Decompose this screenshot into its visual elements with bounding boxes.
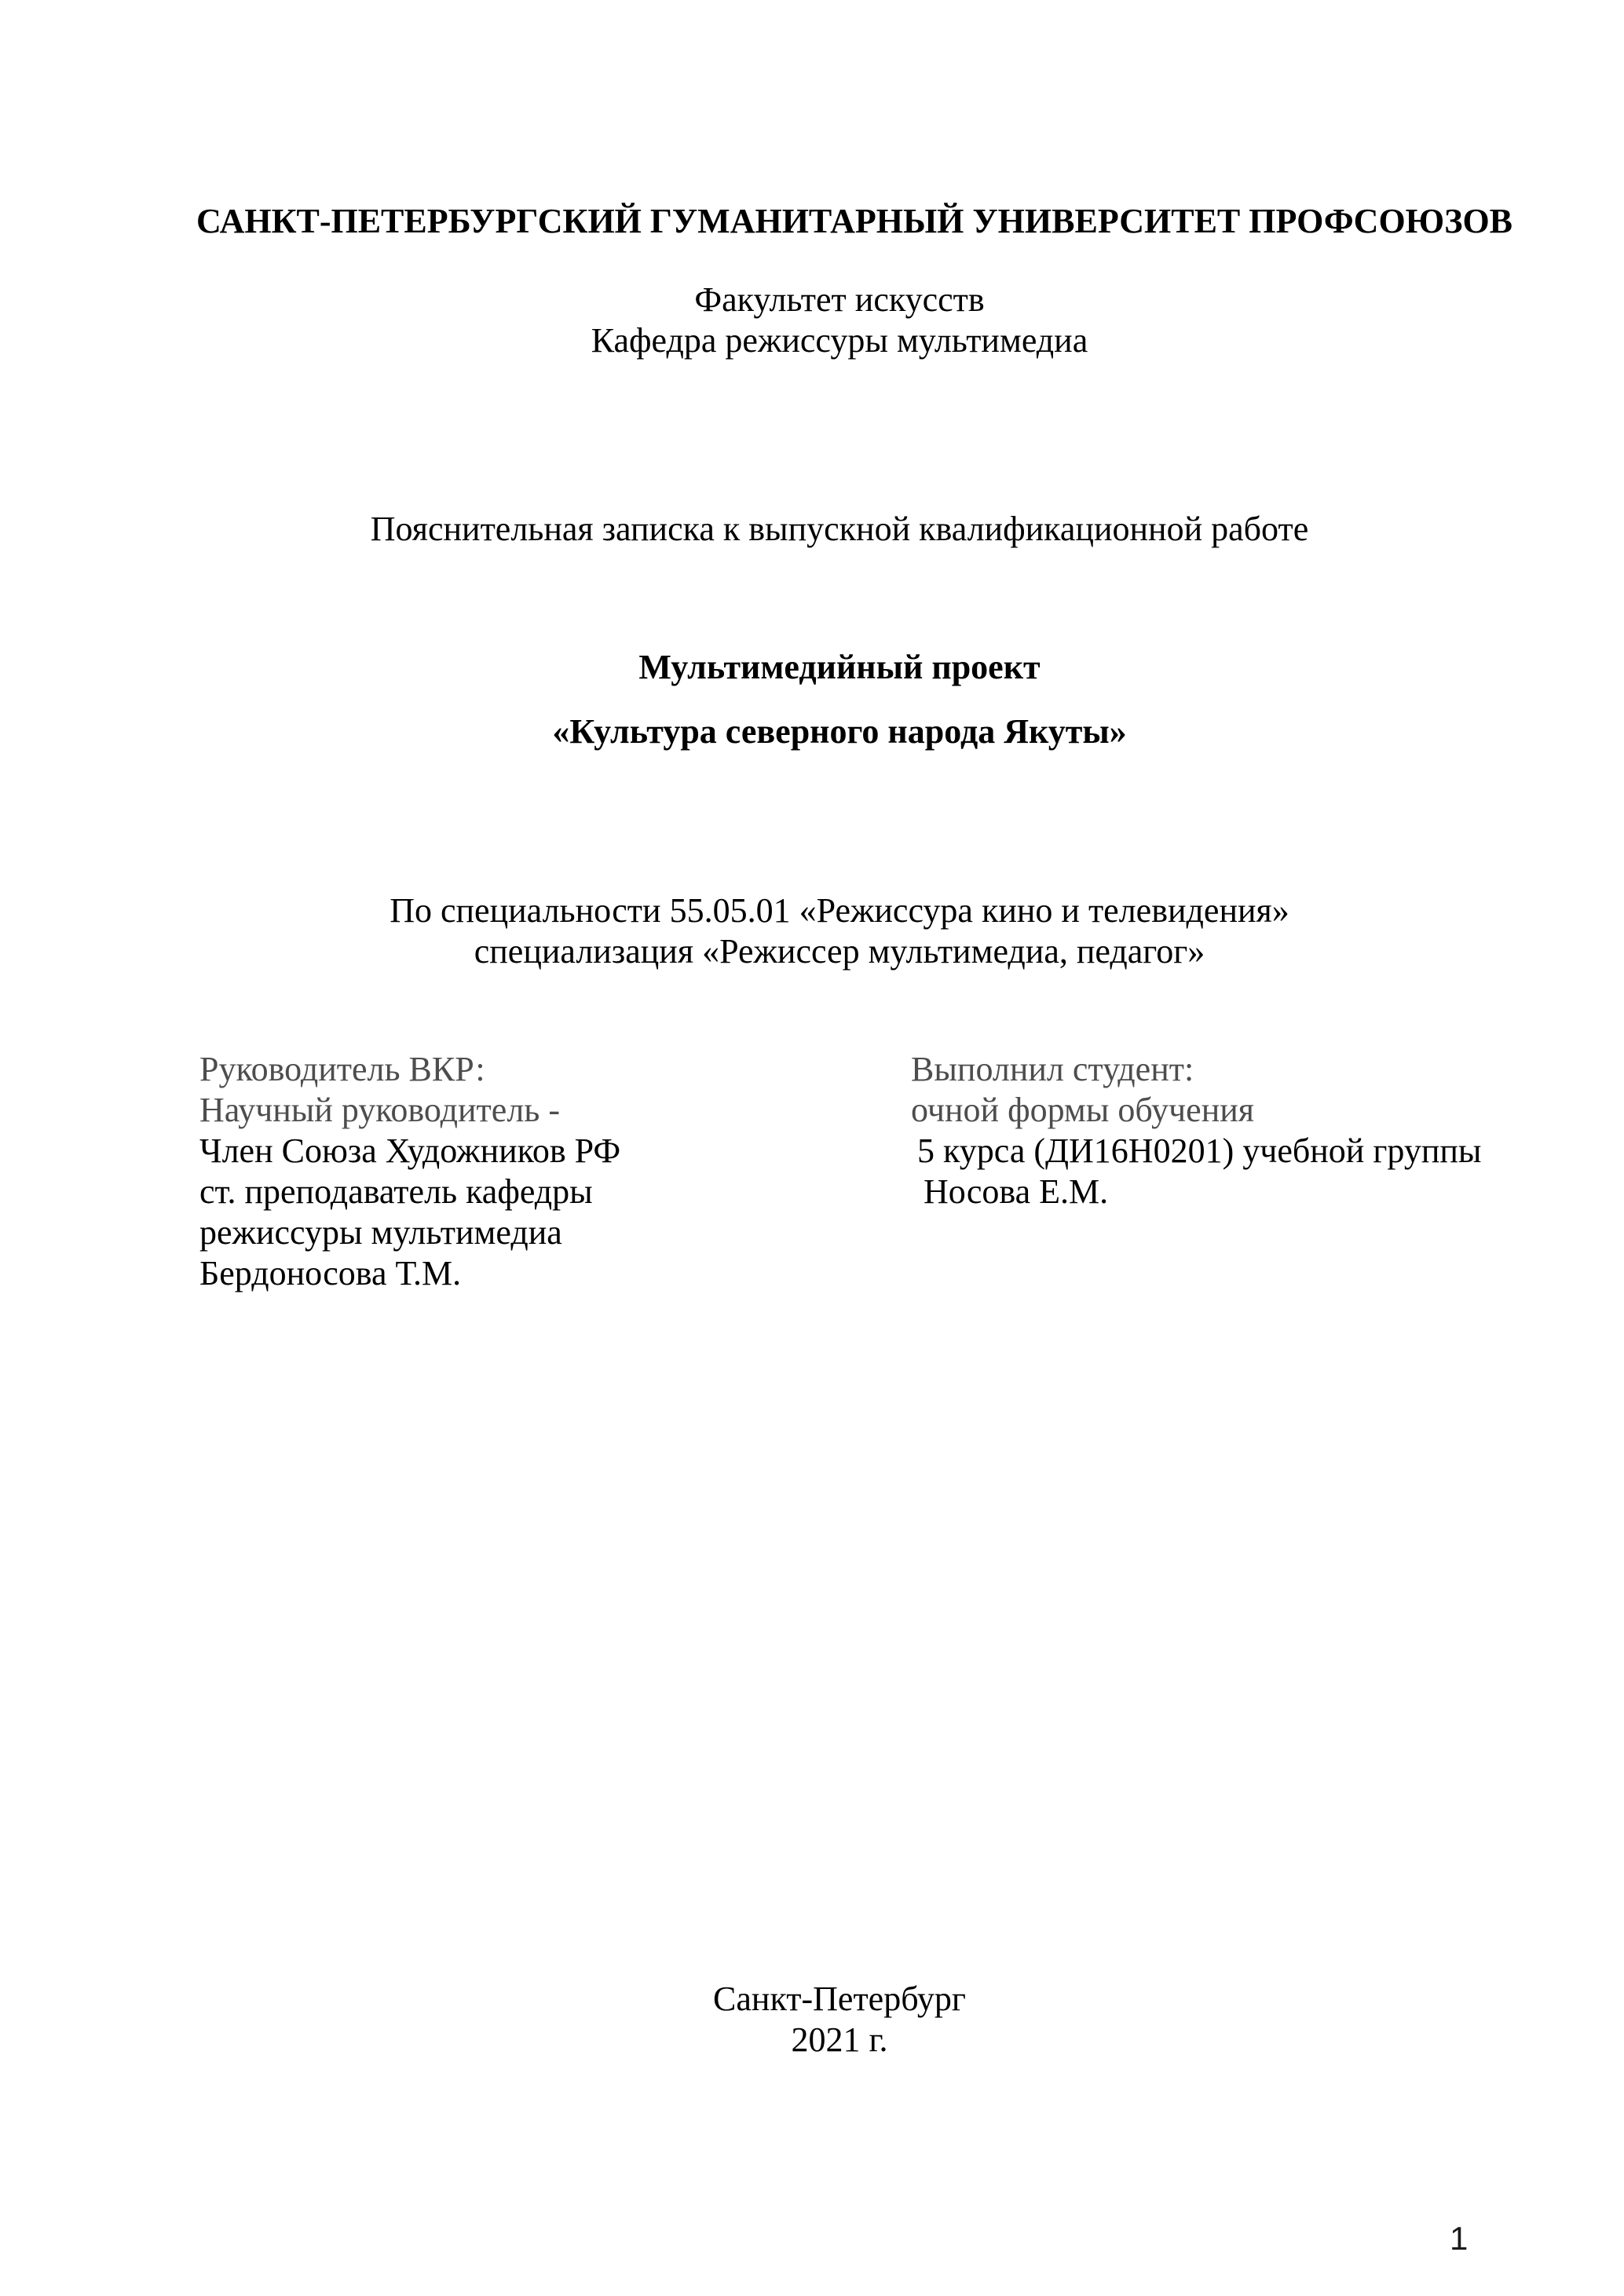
department-line: Кафедра режиссуры мультимедиа: [591, 321, 1088, 360]
supervisor-line: Член Союза Художников РФ: [199, 1132, 621, 1170]
student-line: Носова Е.М.: [924, 1172, 1109, 1211]
project-title-line: «Культура северного народа Якуты»: [552, 712, 1127, 751]
page-number: 1: [1450, 2220, 1469, 2257]
student-line: Выполнил студент:: [911, 1050, 1194, 1088]
supervisor-line: ст. преподаватель кафедры: [199, 1172, 593, 1211]
specialization-line: специализация «Режиссер мультимедиа, педагог»: [474, 932, 1205, 971]
student-line: 5 курса (ДИ16Н0201) учебной группы: [917, 1132, 1482, 1170]
specialty-line: По специальности 55.05.01 «Режиссура кино и телевидения»: [390, 891, 1289, 930]
year-line: 2021 г.: [791, 2020, 888, 2059]
supervisor-line: Бердоносова Т.М.: [199, 1254, 462, 1292]
supervisor-block: [199, 1049, 911, 1294]
project-type-line: Мультимедийный проект: [638, 648, 1041, 686]
supervisor-line: режиссуры мультимедиа: [199, 1213, 562, 1252]
city-line: Санкт-Петербург: [713, 1980, 966, 2018]
faculty-line: Факультет искусств: [694, 280, 985, 319]
student-line: очной формы обучения: [911, 1091, 1255, 1129]
student-block: [911, 1049, 1545, 1212]
supervisor-line: Руководитель ВКР:: [199, 1050, 485, 1088]
supervisor-line: Научный руководитель -: [199, 1091, 560, 1129]
signature-columns: [199, 1049, 1545, 1294]
university-name: САНКТ-ПЕТЕРБУРГСКИЙ ГУМАНИТАРНЫЙ УНИВЕРСИТЕТ ПРОФСОЮЗОВ: [196, 202, 1513, 240]
explanatory-note-line: Пояснительная записка к выпускной квалификационной работе: [370, 510, 1309, 548]
